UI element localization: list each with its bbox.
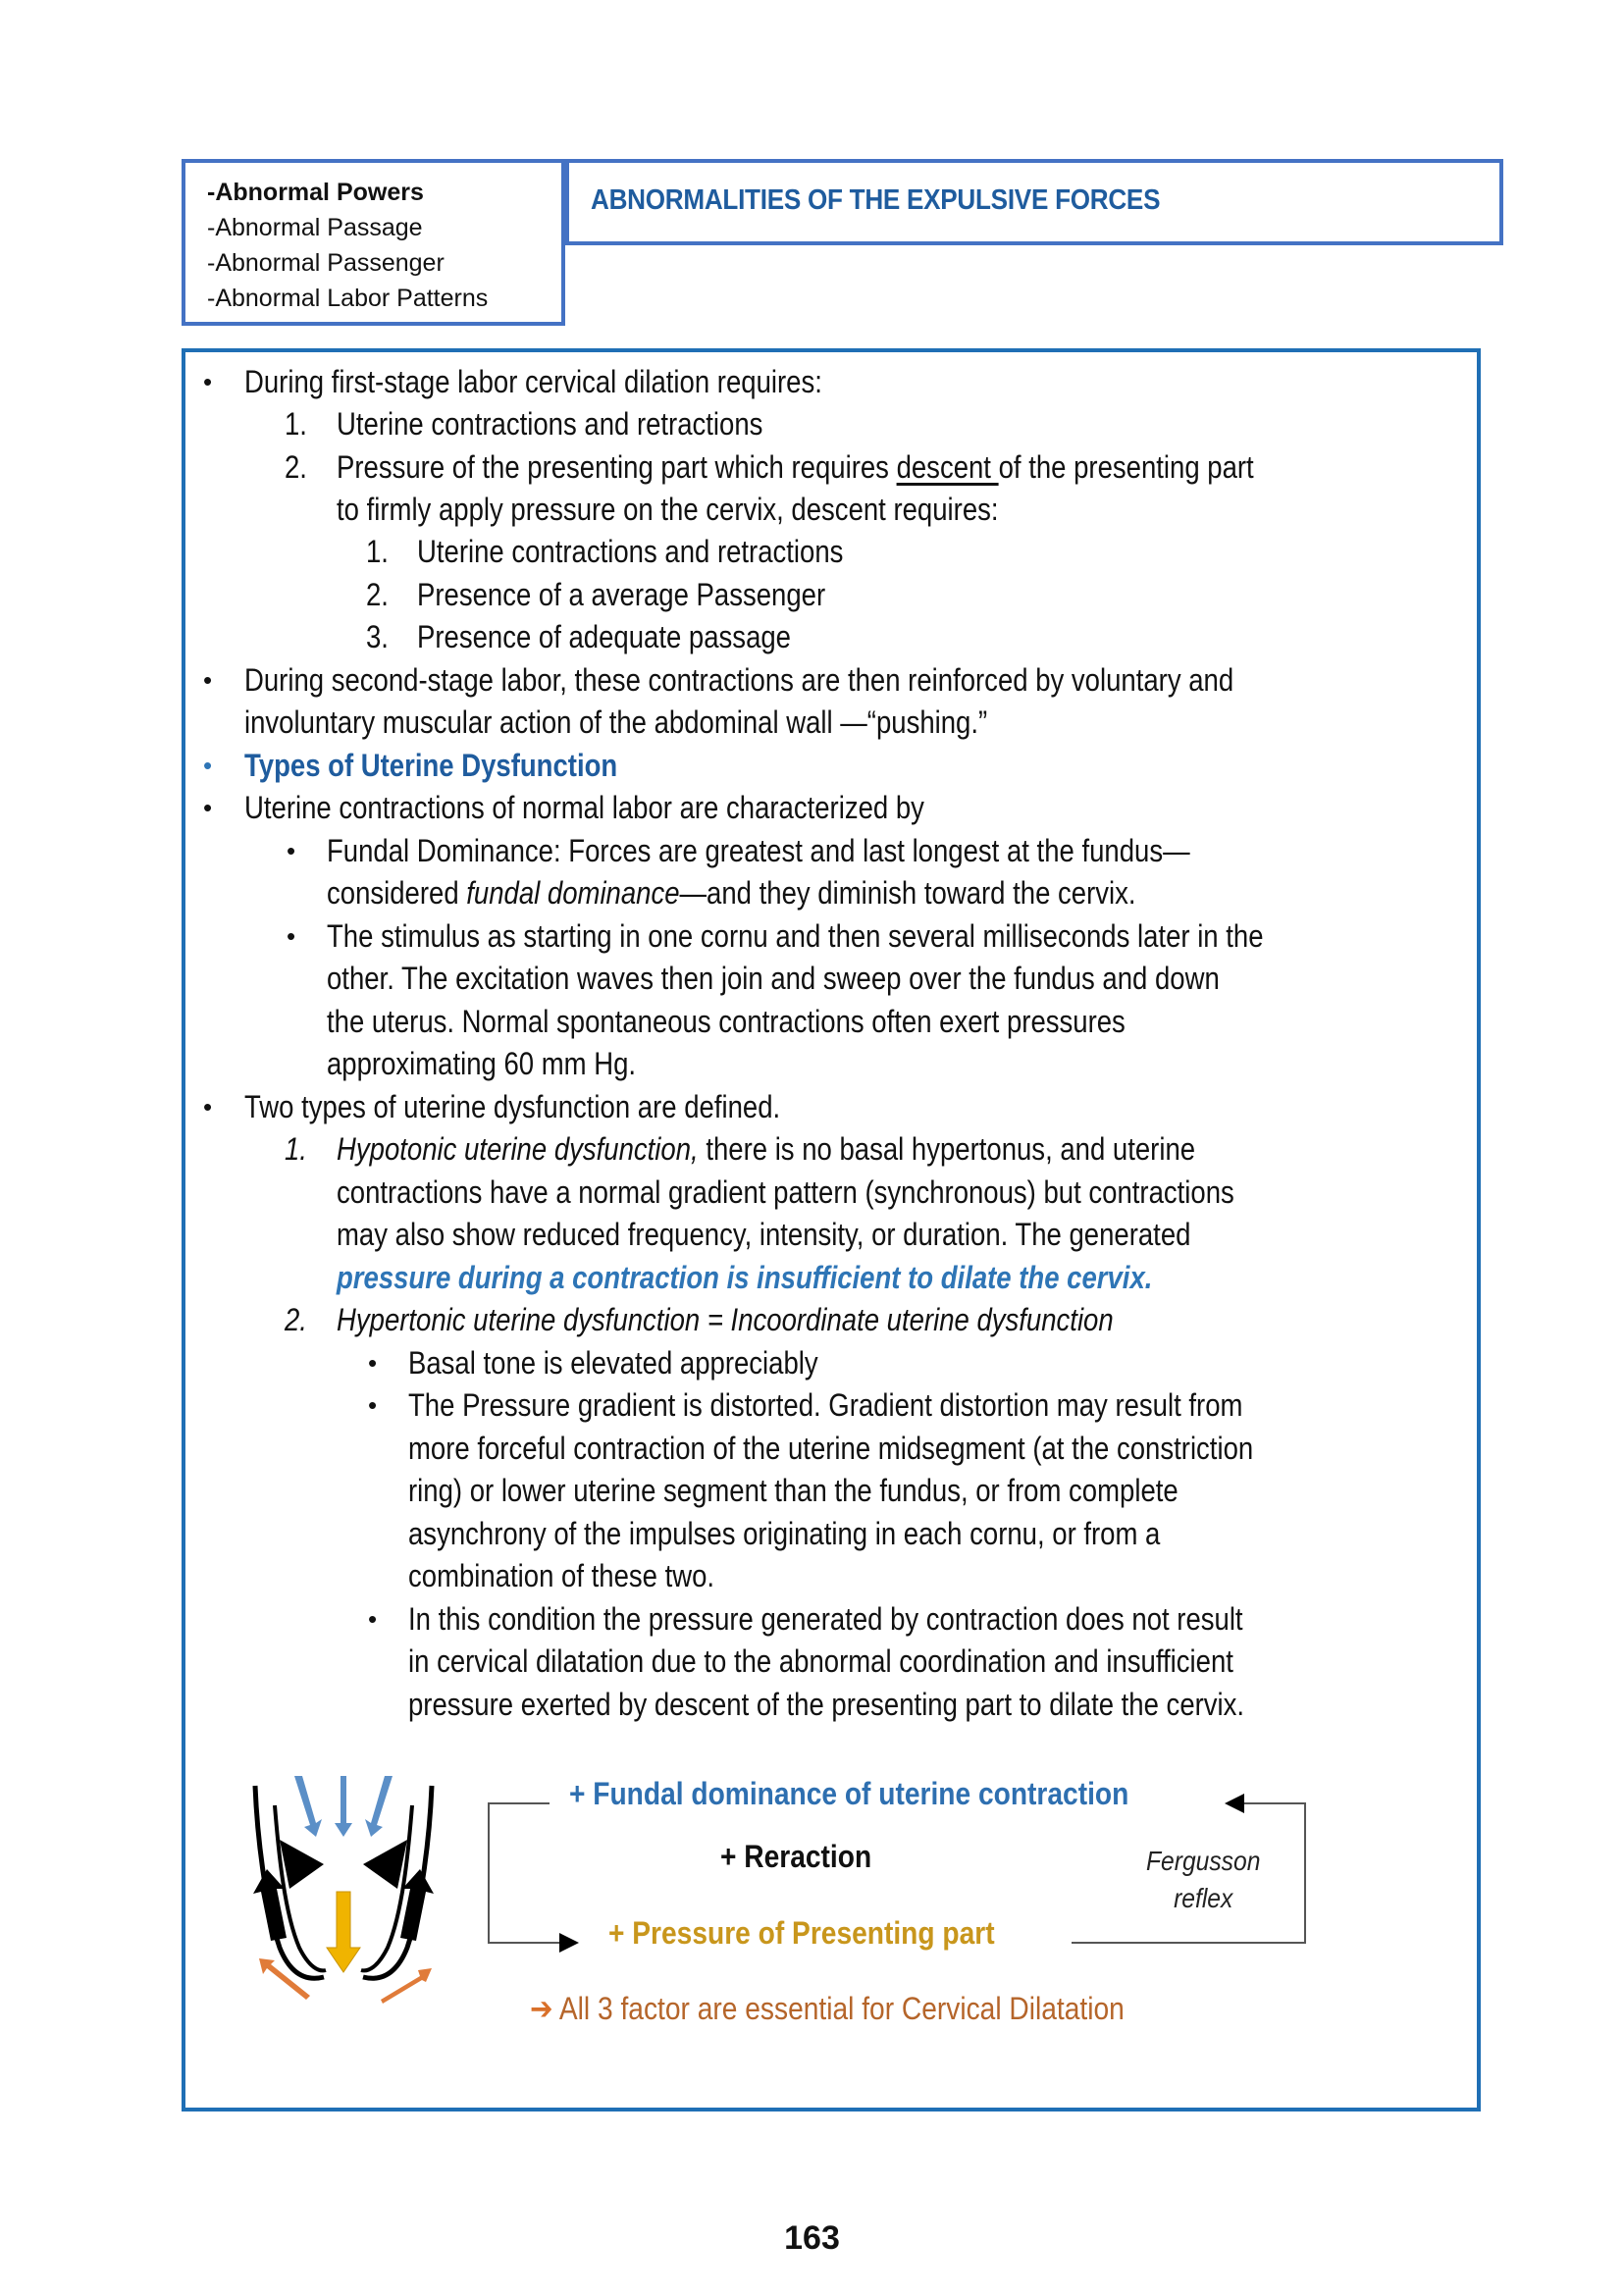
list-number: 1. (285, 1131, 307, 1167)
bullet-icon: • (203, 793, 213, 822)
conclusion-statement (530, 1990, 1125, 2027)
list-number: 2. (366, 577, 389, 612)
list-number: 3. (366, 619, 389, 654)
section-title-box (565, 159, 1503, 245)
list-item-hypotonic (337, 1129, 1195, 1169)
sub-bullet-stimulus-cont: approximating 60 mm Hg. (327, 1046, 637, 1081)
bullet-icon: • (203, 751, 213, 780)
sub-bullet-condition-cont: pressure exerted by descent of the presenting part to dilate the cervix. (408, 1687, 1245, 1722)
topic-abnormal-passage: -Abnormal Passage (207, 214, 423, 241)
list-number: 1. (366, 534, 389, 569)
fergusson-line-1: Fergusson (1146, 1846, 1261, 1876)
list-item-hypotonic-cont: contractions have a normal gradient pattern (synchronous) but contractions (337, 1174, 1234, 1210)
conclusion-text: All 3 factor are essential for Cervical Dilatation (552, 1991, 1125, 2026)
underlined-descent: descent (896, 449, 999, 485)
label-retraction: + Reraction (720, 1839, 872, 1874)
label-fergusson-reflex (1146, 1843, 1260, 1917)
sub-bullet-pressure-gradient: The Pressure gradient is distorted. Gradient distortion may result from (408, 1387, 1243, 1423)
text-run: of the presenting part (998, 449, 1254, 485)
bullet-icon: • (287, 836, 296, 865)
bullet-icon: • (203, 1092, 213, 1121)
label-pressure-presenting-part: + Pressure of Presenting part (608, 1915, 995, 1951)
bullet-icon: • (368, 1604, 378, 1634)
list-item-hypertonic: Hypertonic uterine dysfunction = Incoordinate uterine dysfunction (337, 1302, 1114, 1337)
cervical-dilatation-diagram (245, 1776, 1325, 2060)
list-item: Uterine contractions and retractions (337, 406, 763, 442)
list-item (337, 447, 1254, 487)
uterus-illustration-icon (245, 1776, 442, 2011)
emphasis-insufficient-pressure: pressure during a contraction is insufficient to dilate the cervix. (337, 1260, 1153, 1295)
sub-bullet-pressure-gradient-cont: combination of these two. (408, 1558, 715, 1593)
italic-term: Hypotonic uterine dysfunction, (337, 1131, 699, 1167)
text-run: Pressure of the presenting part which requires (337, 449, 897, 485)
bullet-icon: • (203, 367, 213, 396)
sub-bullet-basal-tone: Basal tone is elevated appreciably (408, 1345, 818, 1381)
fergusson-line-2: reflex (1174, 1883, 1233, 1913)
sub-bullet-condition-cont: in cervical dilatation due to the abnormal coordination and insufficient (408, 1643, 1233, 1679)
paragraph-normal-labor: Uterine contractions of normal labor are characterized by (244, 790, 924, 825)
sub-bullet-stimulus-cont: other. The excitation waves then join and sweep over the fundus and down (327, 961, 1220, 996)
paragraph-second-stage: During second-stage labor, these contractions are then reinforced by voluntary and (244, 662, 1234, 698)
list-number: 2. (285, 1302, 307, 1337)
italic-term: fundal dominance (466, 875, 680, 911)
list-item-hypotonic-cont: may also show reduced frequency, intensity, or duration. The generated (337, 1217, 1191, 1252)
sub-bullet-condition: In this condition the pressure generated by contraction does not result (408, 1601, 1243, 1637)
chapter-topics-box (182, 159, 565, 326)
topic-abnormal-passenger: -Abnormal Passenger (207, 249, 445, 277)
sub-bullet-stimulus: The stimulus as starting in one cornu and then several milliseconds later in the (327, 918, 1264, 954)
sub-list-item: Presence of a average Passenger (417, 577, 826, 612)
text-run: considered (327, 875, 467, 911)
section-title: ABNORMALITIES OF THE EXPULSIVE FORCES (591, 184, 1161, 216)
bullet-icon: • (287, 921, 296, 951)
sub-list-item: Uterine contractions and retractions (417, 534, 844, 569)
text-run: —and they diminish toward the cervix. (679, 875, 1136, 911)
sub-bullet-pressure-gradient-cont: asynchrony of the impulses originating in each cornu, or from a (408, 1516, 1161, 1551)
bullet-icon: • (368, 1390, 378, 1420)
paragraph-two-types: Two types of uterine dysfunction are defined. (244, 1089, 781, 1124)
label-fundal-dominance: + Fundal dominance of uterine contraction (569, 1776, 1129, 1811)
sub-bullet-pressure-gradient-cont: more forceful contraction of the uterine midsegment (at the constriction (408, 1431, 1254, 1466)
topic-abnormal-labor-patterns: -Abnormal Labor Patterns (207, 285, 489, 312)
list-item-continuation: to firmly apply pressure on the cervix, descent requires: (337, 492, 999, 527)
list-number: 1. (285, 406, 307, 442)
topic-abnormal-powers: -Abnormal Powers (207, 179, 424, 206)
text-run: there is no basal hypertonus, and uterine (698, 1131, 1196, 1167)
paragraph-second-stage-cont: involuntary muscular action of the abdominal wall —“pushing.” (244, 704, 988, 740)
sub-list-item: Presence of adequate passage (417, 619, 791, 654)
list-number: 2. (285, 449, 307, 485)
paragraph-first-stage: During first-stage labor cervical dilation requires: (244, 364, 822, 399)
page-number: 163 (784, 2219, 840, 2257)
sub-bullet-fundal-dominance: Fundal Dominance: Forces are greatest and last longest at the fundus— (327, 833, 1190, 868)
sub-bullet-pressure-gradient-cont: ring) or lower uterine segment than the fundus, or from complete (408, 1473, 1179, 1508)
subheading-types-of-uterine-dysfunction: Types of Uterine Dysfunction (244, 748, 618, 783)
right-arrow-icon: ➔ (530, 1991, 553, 2026)
bullet-icon: • (368, 1348, 378, 1378)
sub-bullet-fundal-dominance-cont (327, 873, 1136, 912)
sub-bullet-stimulus-cont: the uterus. Normal spontaneous contractions often exert pressures (327, 1004, 1126, 1039)
bullet-icon: • (203, 665, 213, 695)
